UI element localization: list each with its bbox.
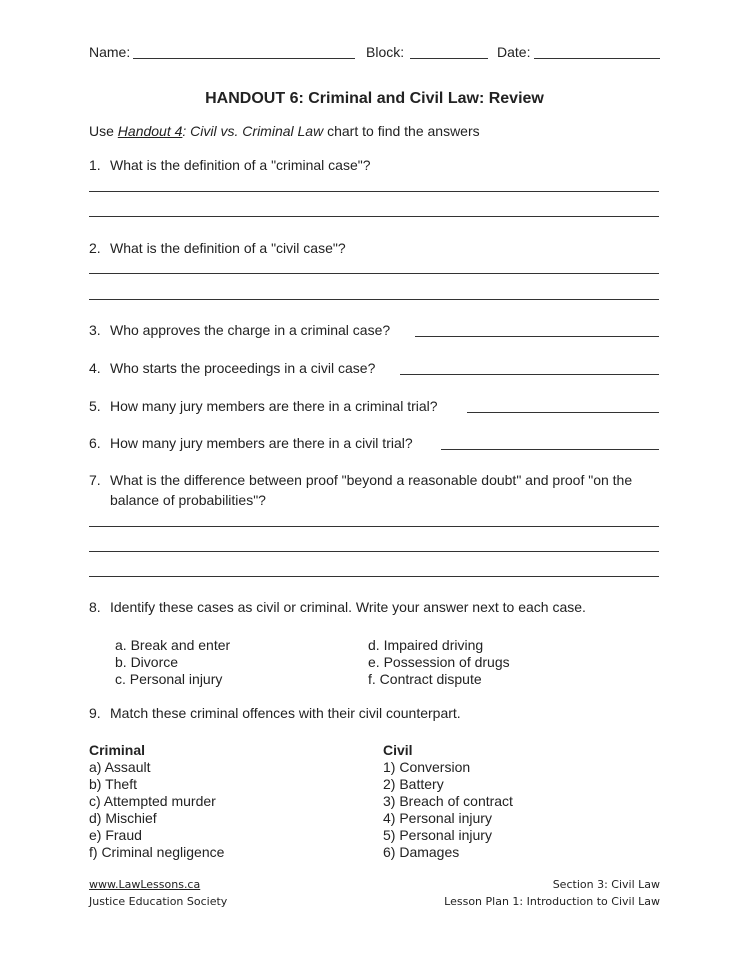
question-text: How many jury members are there in a criminal trial? xyxy=(110,398,438,414)
website-link[interactable]: www.LawLessons.ca xyxy=(89,878,201,891)
name-label: Name: xyxy=(89,44,131,60)
footer-left xyxy=(89,876,227,910)
civil-column xyxy=(383,742,513,861)
civil-item: 5) Personal injury xyxy=(383,827,492,843)
question-6 xyxy=(89,435,413,452)
answer-line-7a[interactable] xyxy=(89,526,659,527)
name-field[interactable] xyxy=(133,58,355,59)
question-number: 9. xyxy=(89,705,101,721)
answer-line-4[interactable] xyxy=(400,374,659,375)
answer-line-2a[interactable] xyxy=(89,273,659,274)
question-number: 6. xyxy=(89,435,101,451)
answer-line-2b[interactable] xyxy=(89,299,659,300)
answer-line-3[interactable] xyxy=(415,336,659,337)
question-text: Who starts the proceedings in a civil case? xyxy=(110,360,376,376)
block-label: Block: xyxy=(366,44,405,60)
footer-right xyxy=(444,876,660,910)
answer-line-1b[interactable] xyxy=(89,216,659,217)
question-text: What is the definition of a "civil case"? xyxy=(110,240,346,256)
case-item: d. Impaired driving xyxy=(368,637,484,653)
case-item: b. Divorce xyxy=(115,654,179,670)
civil-item: 6) Damages xyxy=(383,844,460,860)
civil-item: 2) Battery xyxy=(383,776,444,792)
criminal-column xyxy=(89,742,224,861)
question-1 xyxy=(89,157,371,174)
question-2 xyxy=(89,240,346,257)
question-3 xyxy=(89,322,390,339)
answer-line-1a[interactable] xyxy=(89,191,659,192)
question-number: 8. xyxy=(89,599,101,615)
page-title: HANDOUT 6: Criminal and Civil Law: Review xyxy=(205,90,544,107)
block-field[interactable] xyxy=(410,58,488,59)
date-field[interactable] xyxy=(534,58,660,59)
question-text: Match these criminal offences with their civil counterpart. xyxy=(110,705,461,721)
case-item: f. Contract dispute xyxy=(368,671,482,687)
question-number: 2. xyxy=(89,240,101,256)
question-9 xyxy=(89,705,461,722)
civil-item: 3) Breach of contract xyxy=(383,793,513,809)
handout-4-link[interactable]: Handout 4 xyxy=(117,123,183,139)
criminal-item: e) Fraud xyxy=(89,827,142,843)
instructions-suffix: chart to find the answers xyxy=(323,123,480,139)
question-text: Who approves the charge in a criminal case? xyxy=(110,322,391,338)
question-number: 3. xyxy=(89,322,101,338)
question-5 xyxy=(89,398,438,415)
question-number: 1. xyxy=(89,157,101,173)
criminal-item: b) Theft xyxy=(89,776,137,792)
criminal-item: f) Criminal negligence xyxy=(89,844,225,860)
question-7-continued: balance of probabilities"? xyxy=(110,492,266,508)
section-label: Section 3: Civil Law xyxy=(552,878,660,891)
case-item: e. Possession of drugs xyxy=(368,654,510,670)
lesson-label: Lesson Plan 1: Introduction to Civil Law xyxy=(444,895,660,908)
organization-name: Justice Education Society xyxy=(89,895,228,908)
question-text: How many jury members are there in a civil trial? xyxy=(110,435,413,451)
criminal-item: d) Mischief xyxy=(89,810,157,826)
question-number: 5. xyxy=(89,398,101,414)
case-item: c. Personal injury xyxy=(115,671,223,687)
case-item: a. Break and enter xyxy=(115,637,231,653)
criminal-item: c) Attempted murder xyxy=(89,793,216,809)
question-text: Identify these cases as civil or criminal. Write your answer next to each case. xyxy=(110,599,586,615)
question-text: What is the difference between proof "beyond a reasonable doubt" and proof "on the xyxy=(110,472,633,488)
answer-line-7c[interactable] xyxy=(89,576,659,577)
instructions-italic: : Civil vs. Criminal Law xyxy=(182,123,324,139)
q8-cases-left xyxy=(115,637,230,688)
answer-line-5[interactable] xyxy=(467,412,659,413)
date-label: Date: xyxy=(497,44,531,60)
criminal-heading: Criminal xyxy=(89,742,146,758)
answer-line-6[interactable] xyxy=(441,449,659,450)
question-number: 7. xyxy=(89,472,101,488)
answer-line-7b[interactable] xyxy=(89,551,659,552)
criminal-item: a) Assault xyxy=(89,759,151,775)
question-7 xyxy=(89,472,632,489)
question-number: 4. xyxy=(89,360,101,376)
instructions xyxy=(89,123,480,140)
question-4 xyxy=(89,360,375,377)
q8-cases-right xyxy=(368,637,510,688)
civil-item: 4) Personal injury xyxy=(383,810,492,826)
question-8 xyxy=(89,599,586,616)
instructions-prefix: Use xyxy=(89,123,118,139)
civil-item: 1) Conversion xyxy=(383,759,471,775)
civil-heading: Civil xyxy=(383,742,413,758)
question-text: What is the definition of a "criminal case"? xyxy=(110,157,371,173)
